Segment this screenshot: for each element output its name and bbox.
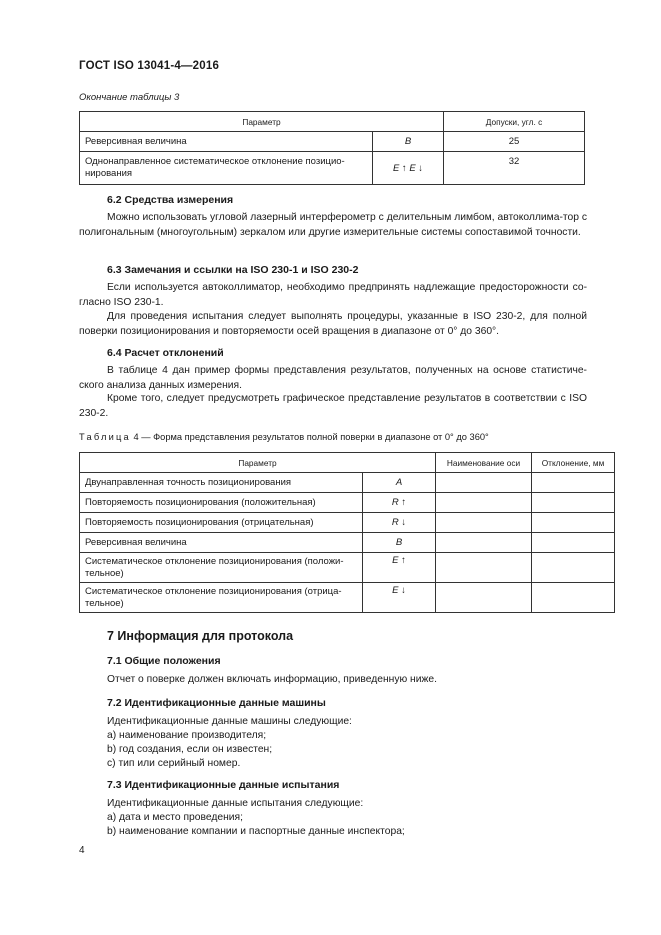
table-row bbox=[80, 493, 615, 513]
table4-label: Таблица bbox=[79, 432, 131, 442]
section-heading: 7.2 Идентификационные данные машины bbox=[107, 697, 326, 709]
table4-caption bbox=[79, 432, 489, 442]
paragraph: Отчет о поверке должен включать информацию, приведенную ниже. bbox=[107, 674, 437, 685]
axis-cell bbox=[436, 493, 532, 513]
paragraph: Для проведения испытания следует выполнять процедуры, указанные в ISO 230-2, для полной поверки позиционирования и повторяемости осей вращения в диапазоне от 0° до 360°. bbox=[79, 311, 587, 337]
deviation-cell bbox=[532, 553, 615, 583]
paragraph: В таблице 4 дан пример формы представления результатов, полученных на основе статистиче-ского анализа данных измерения. bbox=[79, 365, 587, 391]
deviation-cell bbox=[532, 513, 615, 533]
symbol-cell: E ↓ bbox=[363, 583, 436, 613]
table-header-row bbox=[80, 112, 585, 132]
axis-cell bbox=[436, 553, 532, 583]
table-row bbox=[80, 533, 615, 553]
table-row bbox=[80, 583, 615, 613]
value-cell: 25 bbox=[444, 132, 585, 152]
deviation-cell bbox=[532, 533, 615, 553]
deviation-cell bbox=[532, 473, 615, 493]
table-4 bbox=[79, 452, 615, 613]
section-heading: 7.3 Идентификационные данные испытания bbox=[107, 779, 340, 791]
column-header-axis: Наименование оси bbox=[436, 453, 532, 473]
table4-title: 4 — Форма представления результатов полной поверки в диапазоне от 0° до 360° bbox=[133, 432, 489, 442]
param-cell: Повторяемость позиционирования (отрицательная) bbox=[80, 513, 363, 533]
axis-cell bbox=[436, 513, 532, 533]
symbol-cell: R ↓ bbox=[363, 513, 436, 533]
axis-cell bbox=[436, 533, 532, 553]
column-header-param: Параметр bbox=[80, 112, 444, 132]
deviation-cell bbox=[532, 493, 615, 513]
table3-caption: Окончание таблицы 3 bbox=[79, 92, 180, 103]
section-heading: 7.1 Общие положения bbox=[107, 655, 221, 667]
column-header-tolerance: Допуски, угл. с bbox=[444, 112, 585, 132]
paragraph: Идентификационные данные испытания следующие: bbox=[107, 798, 364, 809]
section-heading: 6.2 Средства измерения bbox=[107, 194, 234, 206]
axis-cell bbox=[436, 473, 532, 493]
paragraph: Кроме того, следует предусмотреть графическое представление результатов в соответствии с ISO 230-2. bbox=[79, 393, 587, 419]
value-cell: 32 bbox=[444, 152, 585, 185]
symbol-cell: R ↑ bbox=[363, 493, 436, 513]
table-3 bbox=[79, 111, 585, 185]
param-cell: Повторяемость позиционирования (положительная) bbox=[80, 493, 363, 513]
param-cell: Двунаправленная точность позиционирования bbox=[80, 473, 363, 493]
table-row bbox=[80, 553, 615, 583]
column-header-deviation: Отклонение, мм bbox=[532, 453, 615, 473]
param-cell: Реверсивная величина bbox=[80, 533, 363, 553]
deviation-cell bbox=[532, 583, 615, 613]
section-heading: 6.4 Расчет отклонений bbox=[107, 347, 224, 359]
chapter-heading: 7 Информация для протокола bbox=[107, 629, 294, 643]
document-header: ГОСТ ISO 13041-4—2016 bbox=[79, 60, 220, 72]
param-cell: Реверсивная величина bbox=[80, 132, 373, 152]
param-cell: Систематическое отклонение позиционирования (отрица-тельное) bbox=[80, 583, 363, 613]
symbol-cell: B bbox=[363, 533, 436, 553]
symbol-cell: E ↑ bbox=[363, 553, 436, 583]
table-header-row bbox=[80, 453, 615, 473]
axis-cell bbox=[436, 583, 532, 613]
table-row bbox=[80, 473, 615, 493]
paragraph: Можно использовать угловой лазерный интерферометр с делительным лимбом, автоколлима-тор с полигональным (многоугольным) зеркалом или другие измерительные системы сопоставимой точности. bbox=[79, 212, 587, 238]
paragraph: Если используется автоколлиматор, необходимо предпринять надлежащие предосторожности со-гласно ISO 230-1. bbox=[79, 282, 587, 308]
page-number: 4 bbox=[79, 845, 85, 856]
symbol-cell: A bbox=[363, 473, 436, 493]
param-cell: Систематическое отклонение позиционирования (положи-тельное) bbox=[80, 553, 363, 583]
list-item: c) тип или серийный номер. bbox=[107, 758, 241, 769]
paragraph: Идентификационные данные машины следующие: bbox=[107, 716, 352, 727]
table-row bbox=[80, 152, 585, 185]
symbol-cell: B bbox=[373, 132, 444, 152]
section-heading: 6.3 Замечания и ссылки на ISO 230-1 и ISO 230-2 bbox=[107, 264, 359, 276]
list-item: b) год создания, если он известен; bbox=[107, 744, 273, 755]
table-row bbox=[80, 513, 615, 533]
list-item: a) наименование производителя; bbox=[107, 730, 267, 741]
param-cell: Однонаправленное систематическое отклонение позицио-нирования bbox=[80, 152, 373, 185]
symbol-cell: E ↑ E ↓ bbox=[373, 152, 444, 185]
list-item: b) наименование компании и паспортные данные инспектора; bbox=[107, 826, 405, 837]
list-item: a) дата и место проведения; bbox=[107, 812, 243, 823]
table-row bbox=[80, 132, 585, 152]
column-header-param: Параметр bbox=[80, 453, 436, 473]
